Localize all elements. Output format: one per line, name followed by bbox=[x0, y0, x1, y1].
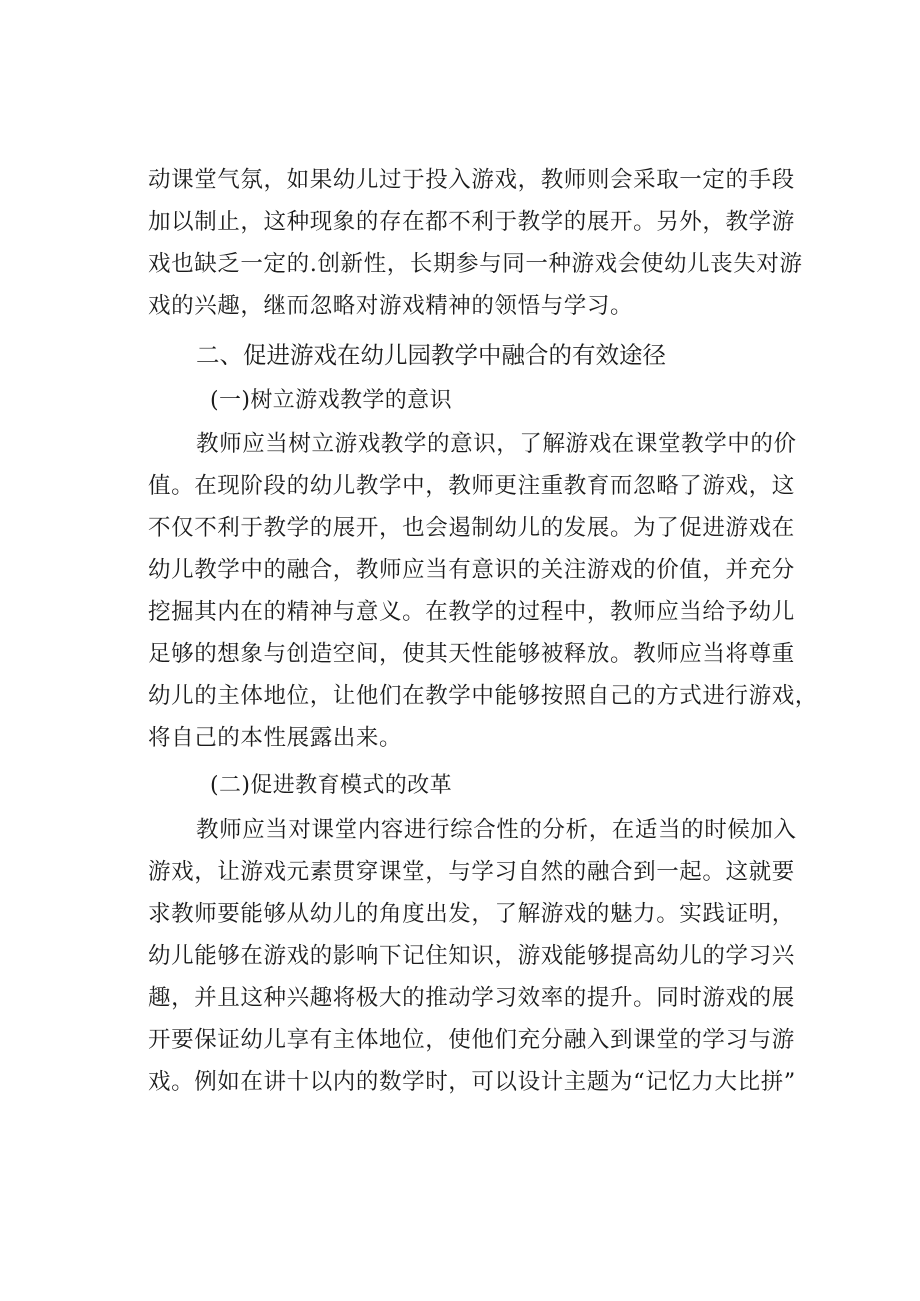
paragraph-line: 戏也缺乏一定的.创新性，长期参与同一种游戏会使幼儿丧失对游 bbox=[148, 251, 803, 277]
paragraph-line: 挖掘其内在的精神与意义。在教学的过程中，教师应当给予幼儿 bbox=[148, 599, 795, 625]
paragraph-line: 开要保证幼儿享有主体地位，使他们充分融入到课堂的学习与游 bbox=[148, 1027, 795, 1053]
paragraph-line: 趣，并且这种兴趣将极大的推动学习效率的提升。同时游戏的展 bbox=[148, 985, 795, 1011]
paragraph-line: 幼儿的主体地位，让他们在教学中能够按照自己的方式进行游戏， bbox=[148, 683, 818, 709]
paragraph-line: 游戏，让游戏元素贯穿课堂，与学习自然的融合到一起。这就要 bbox=[148, 859, 795, 885]
paragraph-line: 幼儿能够在游戏的影响下记住知识，游戏能够提高幼儿的学习兴 bbox=[148, 943, 795, 969]
paragraph-line: 戏的兴趣，继而忽略对游戏精神的领悟与学习。 bbox=[148, 293, 634, 319]
paragraph-line: 求教师要能够从幼儿的角度出发，了解游戏的魅力。实践证明， bbox=[148, 901, 795, 927]
paragraph-line: 戏。例如在讲十以内的数学时，可以设计主题为“记忆力大比拼” bbox=[148, 1069, 796, 1095]
paragraph-line: 幼儿教学中的融合，教师应当有意识的关注游戏的价值，并充分 bbox=[148, 557, 795, 583]
paragraph-line: 加以制止，这种现象的存在都不利于教学的展开。另外，教学游 bbox=[148, 209, 795, 235]
subsection-title: (一)树立游戏教学的意识 bbox=[210, 388, 452, 413]
paragraph-line: 教师应当树立游戏教学的意识，了解游戏在课堂教学中的价 bbox=[196, 431, 797, 457]
paragraph-line: 教师应当对课堂内容进行综合性的分析，在适当的时候加入 bbox=[196, 817, 797, 843]
section-heading: 二、促进游戏在幼儿园教学中融合的有效途径 bbox=[196, 341, 666, 369]
paragraph-line: 不仅不利于教学的展开，也会遏制幼儿的发展。为了促进游戏在 bbox=[148, 515, 795, 541]
paragraph-line: 足够的想象与创造空间，使其天性能够被释放。教师应当将尊重 bbox=[148, 641, 795, 667]
subsection-title: (二)促进教育模式的改革 bbox=[210, 773, 452, 798]
paragraph-line: 将自己的本性展露出来。 bbox=[148, 725, 403, 751]
paragraph-line: 动课堂气氛，如果幼儿过于投入游戏，教师则会采取一定的手段 bbox=[148, 167, 795, 193]
paragraph-line: 值。在现阶段的幼儿教学中，教师更注重教育而忽略了游戏，这 bbox=[148, 473, 795, 499]
